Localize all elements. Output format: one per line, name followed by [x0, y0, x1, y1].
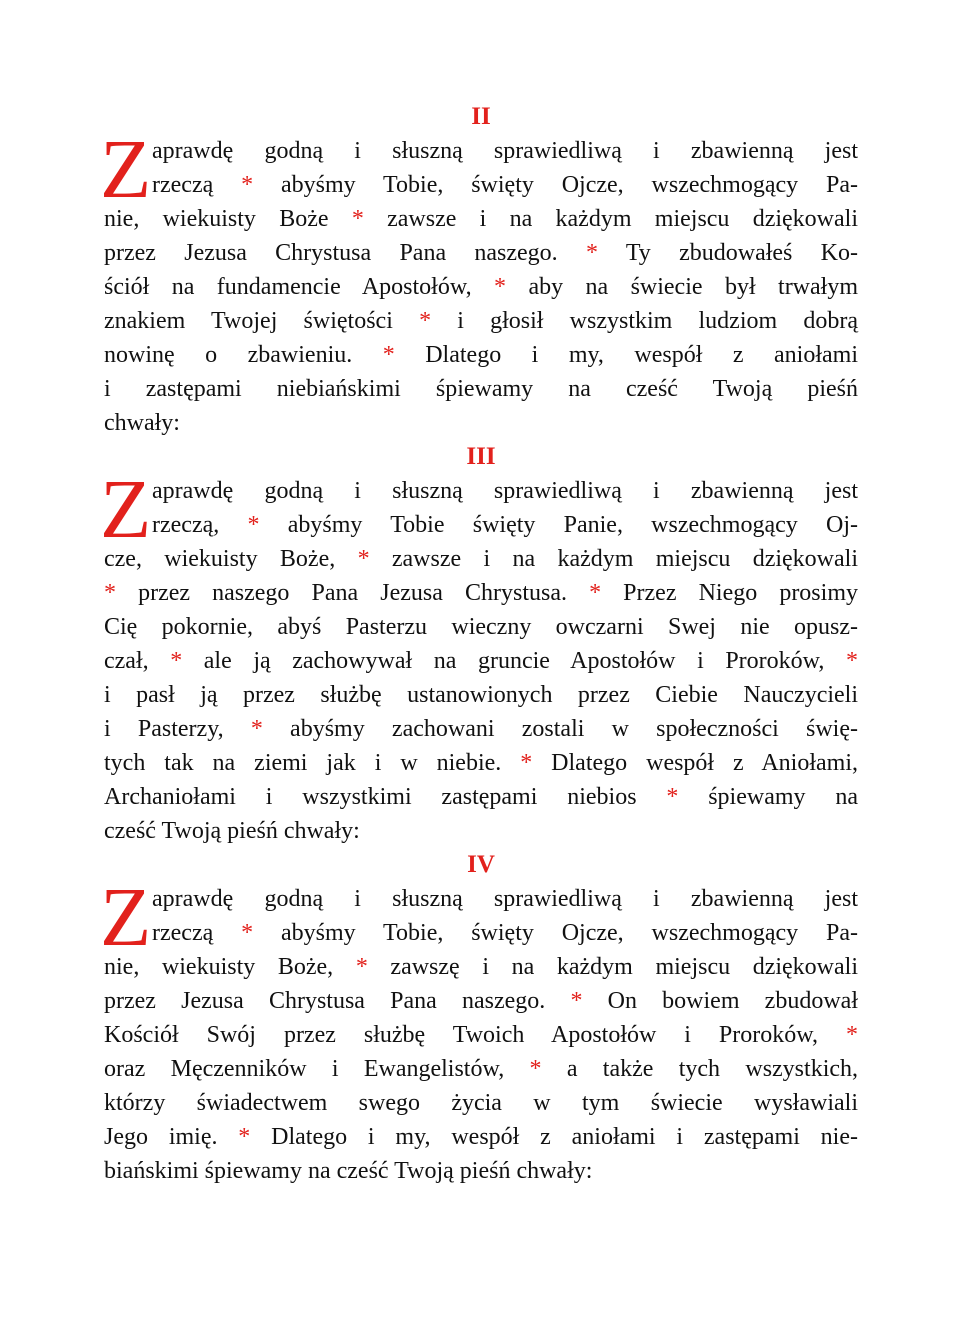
text-segment: abyśmy Tobie, święty Ojcze, wszechmogący Pa- — [253, 172, 858, 198]
response-marker: * — [666, 784, 679, 810]
response-marker: * — [238, 1124, 251, 1150]
response-marker: * — [520, 750, 533, 776]
text-segment: cze, wiekuisty Boże, — [104, 546, 358, 572]
text-segment: Dlatego wespół z Aniołami, — [532, 750, 858, 776]
prayer-paragraph — [100, 463, 859, 848]
text-line — [104, 372, 858, 406]
text-segment: przez Jezusa Chrystusa Pana naszego. — [104, 988, 571, 1014]
text-segment: Kościół Swój przez służbę Twoich Apostołów i Proroków, — [104, 1022, 846, 1048]
text-segment: nie, wiekuisty Boże, — [104, 954, 356, 980]
text-line — [104, 814, 858, 848]
text-segment: czał, — [104, 648, 171, 674]
text-segment: przez Jezusa Chrystusa Pana naszego. — [104, 240, 586, 266]
text-segment: aprawdę godną i słuszną sprawiedliwą i zbawienną jest — [152, 478, 858, 504]
text-segment: którzy świadectwem swego życia w tym świecie wysławiali — [104, 1090, 858, 1116]
text-line — [104, 984, 858, 1018]
text-line — [104, 916, 858, 950]
text-line — [104, 338, 858, 372]
text-segment: On bowiem zbudował — [582, 988, 858, 1014]
text-segment: znakiem Twojej świętości — [104, 308, 420, 334]
text-segment: Ty zbudowałeś Ko- — [597, 240, 858, 266]
text-line — [104, 882, 858, 916]
text-segment: Archaniołami i wszystkimi zastępami niebios — [104, 784, 667, 810]
text-line — [104, 678, 858, 712]
drop-cap-letter: Z — [100, 463, 152, 556]
text-segment: abyśmy Tobie święty Panie, wszechmogący Oj- — [259, 512, 858, 538]
text-segment: przez naszego Pana Jezusa Chrystusa. — [116, 580, 590, 606]
text-segment: Dlatego i my, wespół z aniołami — [394, 342, 859, 368]
response-marker: * — [846, 648, 859, 674]
text-segment: zawsze i na każdym miejscu dziękowali — [369, 546, 858, 572]
drop-cap-letter: Z — [100, 123, 152, 216]
text-segment: Przez Niego prosimy — [601, 580, 858, 606]
text-segment: i pasł ją przez służbę ustanowionych przez Ciebie Nauczycieli — [104, 682, 858, 708]
text-segment: aprawdę godną i słuszną sprawiedliwą i zbawienną jest — [152, 138, 858, 164]
response-marker: * — [529, 1056, 542, 1082]
text-segment: zawsze i na każdym miejscu dziękowali — [363, 206, 859, 232]
section-heading: III — [466, 443, 496, 470]
text-line — [104, 1120, 858, 1154]
text-segment: tych tak na ziemi jak i w niebie. — [104, 750, 521, 776]
response-marker: * — [419, 308, 432, 334]
response-marker: * — [247, 512, 260, 538]
text-segment: i zastępami niebiańskimi śpiewamy na cześć Twoją pieśń — [104, 376, 858, 402]
response-marker: * — [351, 206, 364, 232]
text-line — [104, 712, 858, 746]
response-marker: * — [494, 274, 507, 300]
text-line — [104, 270, 858, 304]
response-marker: * — [382, 342, 395, 368]
response-marker: * — [250, 716, 263, 742]
text-segment: oraz Męczenników i Ewangelistów, — [104, 1056, 530, 1082]
text-segment: aby na świecie był trwałym — [506, 274, 859, 300]
text-segment: biańskimi śpiewamy na cześć Twoją pieśń chwały: — [104, 1158, 593, 1184]
text-line — [104, 576, 858, 610]
text-line — [104, 644, 858, 678]
text-line — [104, 202, 858, 236]
text-segment: abyśmy Tobie, święty Ojcze, wszechmogący Pa- — [253, 920, 858, 946]
prayer-paragraph — [100, 123, 859, 440]
text-line — [104, 406, 858, 440]
response-marker: * — [589, 580, 602, 606]
text-segment: nie, wiekuisty Boże — [104, 206, 352, 232]
text-line — [104, 168, 858, 202]
response-marker: * — [241, 920, 254, 946]
response-marker: * — [170, 648, 183, 674]
document-page — [100, 100, 859, 1188]
text-segment: abyśmy zachowani zostali w społeczności świę- — [262, 716, 858, 742]
response-marker: * — [846, 1022, 858, 1048]
section-heading: II — [471, 103, 491, 130]
text-segment: i głosił wszystkim ludziom dobrą — [431, 308, 858, 334]
text-segment: nowinę o zbawieniu. — [104, 342, 383, 368]
text-line — [104, 134, 858, 168]
text-segment: i Pasterzy, — [104, 716, 251, 742]
text-segment: ściół na fundamencie Apostołów, — [104, 274, 495, 300]
prayer-paragraph — [100, 871, 859, 1188]
response-marker: * — [570, 988, 583, 1014]
text-segment: aprawdę godną i słuszną sprawiedliwą i zbawienną jest — [152, 886, 858, 912]
text-line — [104, 950, 858, 984]
text-segment: a także tych wszystkich, — [541, 1056, 859, 1082]
text-segment: rzeczą — [152, 920, 242, 946]
text-segment: zawszę i na każdym miejscu dziękowali — [367, 954, 859, 980]
section-heading: IV — [467, 851, 495, 878]
text-line — [104, 746, 858, 780]
text-segment: Dlatego i my, wespół z aniołami i zastępami nie- — [250, 1124, 858, 1150]
text-line — [104, 610, 858, 644]
response-marker: * — [355, 954, 368, 980]
drop-cap-letter: Z — [100, 871, 152, 964]
text-line — [104, 1052, 858, 1086]
text-line — [104, 542, 858, 576]
text-segment: rzeczą, — [152, 512, 248, 538]
text-line — [104, 474, 858, 508]
response-marker: * — [357, 546, 370, 572]
text-line — [104, 1154, 858, 1188]
text-segment: ale ją zachowywał na gruncie Apostołów i Proroków, — [182, 648, 847, 674]
text-line — [104, 508, 858, 542]
text-line — [104, 1086, 858, 1120]
text-segment: cześć Twoją pieśń chwały: — [104, 818, 360, 844]
text-segment: Jego imię. — [104, 1124, 239, 1150]
text-line — [104, 780, 858, 814]
response-marker: * — [585, 240, 598, 266]
text-line — [104, 304, 858, 338]
text-line — [104, 1018, 858, 1052]
text-segment: Cię pokornie, abyś Pasterzu wieczny owczarni Swej nie opusz- — [104, 614, 858, 640]
text-segment: śpiewamy na — [678, 784, 858, 810]
text-line — [104, 236, 858, 270]
response-marker: * — [241, 172, 254, 198]
response-marker: * — [104, 580, 116, 606]
text-segment: rzeczą — [152, 172, 242, 198]
text-segment: chwały: — [104, 410, 180, 436]
